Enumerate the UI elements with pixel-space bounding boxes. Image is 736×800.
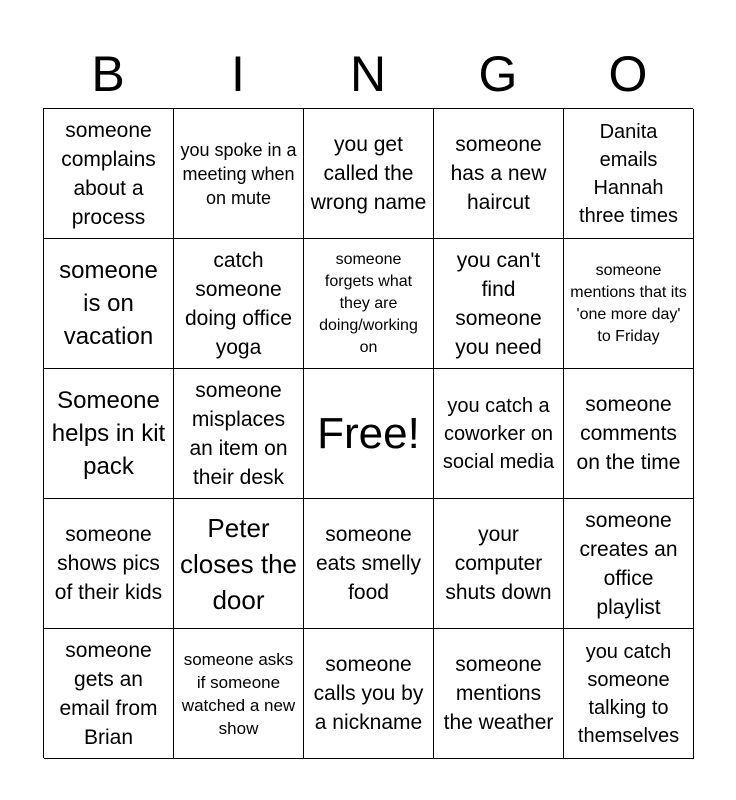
bingo-cell[interactable] bbox=[174, 499, 304, 629]
cell-text: someone shows pics of their kids bbox=[54, 523, 163, 604]
cell-text: Danita emails Hannah three times bbox=[579, 120, 678, 227]
bingo-cell[interactable] bbox=[564, 369, 694, 499]
cell-text: someone mentions that its 'one more day' to Friday bbox=[570, 261, 687, 345]
cell-text: you can't find someone you need bbox=[455, 248, 542, 359]
bingo-cell[interactable] bbox=[434, 629, 564, 759]
bingo-cell[interactable] bbox=[44, 239, 174, 369]
bingo-cell[interactable] bbox=[174, 369, 304, 499]
cell-text: someone creates an office playlist bbox=[579, 508, 678, 619]
bingo-cell[interactable] bbox=[44, 369, 174, 499]
cell-text: someone misplaces an item on their desk bbox=[189, 378, 288, 489]
bingo-cell[interactable] bbox=[434, 499, 564, 629]
header-letter-b: B bbox=[91, 46, 125, 102]
bingo-cell[interactable] bbox=[174, 239, 304, 369]
bingo-cell[interactable] bbox=[434, 109, 564, 239]
cell-text: someone has a new haircut bbox=[450, 133, 547, 214]
bingo-cell[interactable] bbox=[434, 369, 564, 499]
bingo-cell[interactable] bbox=[304, 499, 434, 629]
header-letter-i: I bbox=[231, 46, 245, 102]
cell-text: someone complains about a process bbox=[61, 118, 156, 229]
bingo-board bbox=[43, 108, 693, 758]
bingo-cell[interactable] bbox=[434, 239, 564, 369]
cell-text: Peter closes the door bbox=[179, 512, 298, 615]
bingo-cell[interactable] bbox=[564, 239, 694, 369]
free-space[interactable] bbox=[304, 369, 434, 499]
cell-text: someone forgets what they are doing/working on bbox=[319, 250, 418, 356]
bingo-cell[interactable] bbox=[564, 109, 694, 239]
bingo-cell[interactable] bbox=[44, 109, 174, 239]
bingo-cell[interactable] bbox=[564, 499, 694, 629]
cell-text: you catch someone talking to themselves bbox=[577, 640, 680, 747]
cell-text: Someone helps in kit pack bbox=[51, 387, 166, 480]
cell-text: you get called the wrong name bbox=[310, 133, 427, 214]
bingo-cell[interactable] bbox=[304, 629, 434, 759]
header-letter-g: G bbox=[478, 46, 518, 102]
bingo-cell[interactable] bbox=[174, 109, 304, 239]
cell-text: someone calls you by a nickname bbox=[313, 653, 424, 734]
cell-text: you catch a coworker on social media bbox=[442, 394, 555, 473]
cell-text: someone is on vacation bbox=[59, 257, 158, 350]
bingo-header bbox=[43, 40, 693, 108]
bingo-cell[interactable] bbox=[304, 239, 434, 369]
bingo-cell[interactable] bbox=[174, 629, 304, 759]
cell-text: someone asks if someone watched a new show bbox=[181, 649, 296, 738]
free-space-text: Free! bbox=[317, 408, 420, 458]
cell-text: you spoke in a meeting when on mute bbox=[180, 139, 297, 208]
cell-text: catch someone doing office yoga bbox=[184, 248, 293, 359]
cell-text: someone mentions the weather bbox=[443, 653, 554, 734]
cell-text: someone comments on the time bbox=[576, 393, 681, 474]
bingo-cell[interactable] bbox=[44, 629, 174, 759]
cell-text: someone gets an email from Brian bbox=[59, 638, 158, 749]
cell-text: someone eats smelly food bbox=[315, 523, 422, 604]
header-letter-o: O bbox=[608, 46, 648, 102]
bingo-cell[interactable] bbox=[44, 499, 174, 629]
header-letter-n: N bbox=[349, 46, 387, 102]
bingo-cell[interactable] bbox=[304, 109, 434, 239]
cell-text: your computer shuts down bbox=[445, 523, 552, 604]
bingo-cell[interactable] bbox=[564, 629, 694, 759]
